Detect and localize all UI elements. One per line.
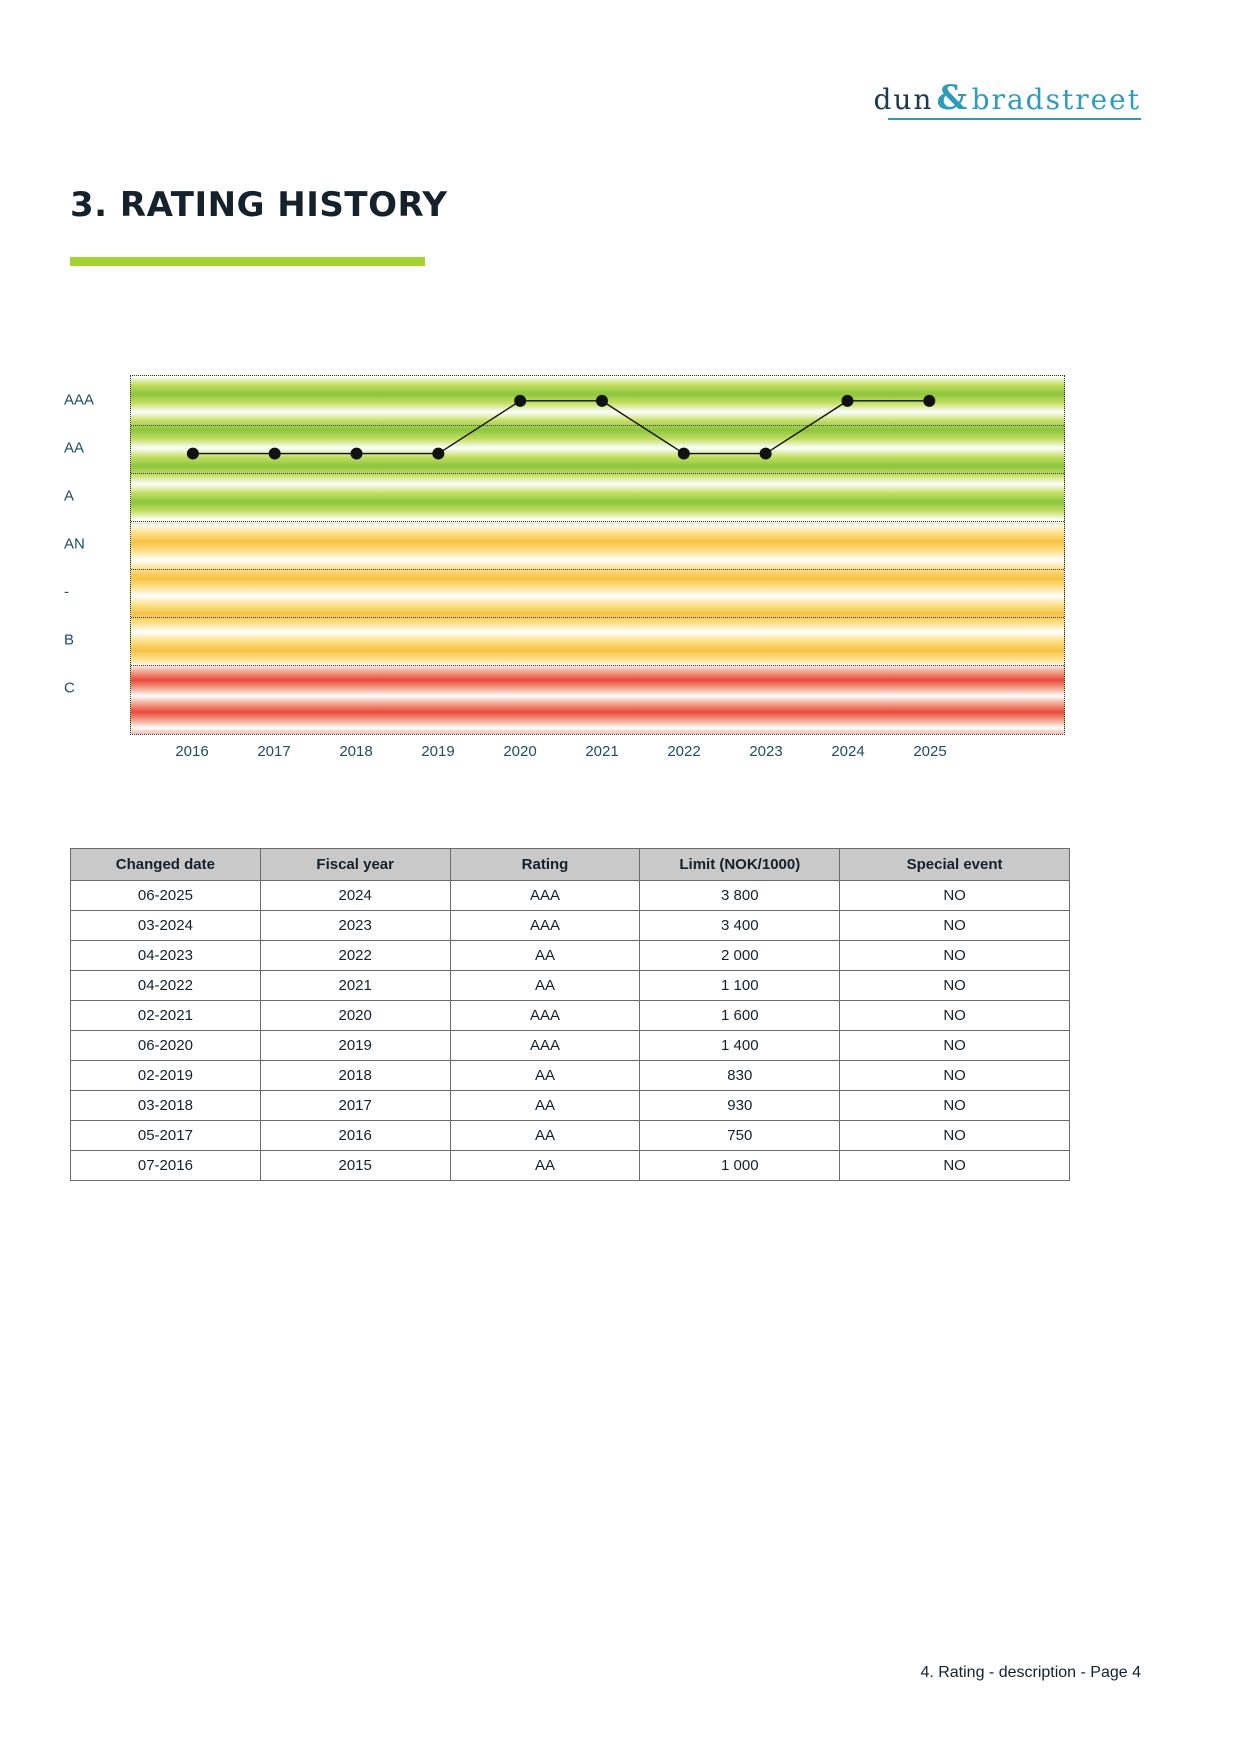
cell-fiscal-year: 2018 [260,1061,450,1091]
cell-limit: 1 100 [640,971,840,1001]
cell-changed-date: 06-2025 [71,881,261,911]
cell-fiscal-year: 2023 [260,911,450,941]
cell-special-event: NO [840,881,1070,911]
x-tick-2017: 2017 [257,743,291,760]
x-tick-2016: 2016 [175,743,209,760]
cell-rating: AA [450,1151,640,1181]
cell-limit: 1 600 [640,1001,840,1031]
column-header-fiscal-year: Fiscal year [260,849,450,881]
chart-point [269,448,281,460]
page-title: 3. RATING HISTORY [70,185,448,225]
cell-limit: 2 000 [640,941,840,971]
y-tick-a: A [64,487,75,505]
cell-special-event: NO [840,1121,1070,1151]
cell-changed-date: 04-2022 [71,971,261,1001]
column-header-special-event: Special event [840,849,1070,881]
brand-logo-underline [888,118,1141,120]
chart-x-axis [130,743,1065,773]
cell-special-event: NO [840,1151,1070,1181]
cell-changed-date: 07-2016 [71,1151,261,1181]
chart-point [187,448,199,460]
chart-point [760,448,772,460]
cell-rating: AA [450,971,640,1001]
cell-fiscal-year: 2021 [260,971,450,1001]
cell-fiscal-year: 2016 [260,1121,450,1151]
table-row [71,971,1070,1001]
cell-limit: 3 800 [640,881,840,911]
cell-changed-date: 02-2019 [71,1061,261,1091]
cell-changed-date: 03-2024 [71,911,261,941]
chart-point [514,395,526,407]
table-row [71,881,1070,911]
cell-special-event: NO [840,1061,1070,1091]
table-row [71,1151,1070,1181]
table-row [71,911,1070,941]
cell-rating: AAA [450,1001,640,1031]
cell-rating: AAA [450,911,640,941]
x-tick-2024: 2024 [831,743,865,760]
x-tick-2023: 2023 [749,743,783,760]
cell-rating: AA [450,1121,640,1151]
chart-y-axis [60,375,130,735]
cell-special-event: NO [840,1001,1070,1031]
cell-fiscal-year: 2019 [260,1031,450,1061]
cell-changed-date: 05-2017 [71,1121,261,1151]
cell-rating: AAA [450,881,640,911]
brand-logo-ampersand: & [936,78,969,118]
x-tick-2021: 2021 [585,743,619,760]
x-tick-2018: 2018 [339,743,373,760]
x-tick-2020: 2020 [503,743,537,760]
chart-point [432,448,444,460]
table-row [71,1061,1070,1091]
cell-fiscal-year: 2022 [260,941,450,971]
cell-special-event: NO [840,971,1070,1001]
cell-limit: 750 [640,1121,840,1151]
rating-history-table-wrap [70,848,1070,1181]
cell-rating: AA [450,941,640,971]
chart-point [923,395,935,407]
cell-changed-date: 02-2021 [71,1001,261,1031]
cell-fiscal-year: 2024 [260,881,450,911]
cell-limit: 830 [640,1061,840,1091]
cell-limit: 1 000 [640,1151,840,1181]
y-tick-c: C [64,679,75,697]
cell-special-event: NO [840,941,1070,971]
cell-changed-date: 06-2020 [71,1031,261,1061]
cell-limit: 3 400 [640,911,840,941]
y-tick-aa: AA [64,439,85,457]
rating-history-chart [60,375,1070,795]
y-tick-b: B [64,631,75,649]
cell-rating: AA [450,1061,640,1091]
chart-series-line [131,376,1064,734]
cell-rating: AAA [450,1031,640,1061]
x-tick-2022: 2022 [667,743,701,760]
table-row [71,1001,1070,1031]
cell-special-event: NO [840,1091,1070,1121]
cell-fiscal-year: 2015 [260,1151,450,1181]
column-header-limit: Limit (NOK/1000) [640,849,840,881]
chart-plot-area [130,375,1065,735]
cell-fiscal-year: 2017 [260,1091,450,1121]
table-row [71,1121,1070,1151]
y-tick-aaa: AAA [64,391,95,409]
rating-history-table [70,848,1070,1181]
brand-logo-dun: dun [873,83,934,116]
chart-point [841,395,853,407]
title-underline [70,257,425,266]
x-tick-2019: 2019 [421,743,455,760]
cell-special-event: NO [840,911,1070,941]
chart-point [351,448,363,460]
cell-changed-date: 04-2023 [71,941,261,971]
cell-fiscal-year: 2020 [260,1001,450,1031]
page-footer: 4. Rating - description - Page 4 [920,1664,1141,1681]
brand-logo [873,78,1141,118]
table-row [71,1091,1070,1121]
y-tick-an: AN [64,535,85,553]
cell-changed-date: 03-2018 [71,1091,261,1121]
x-tick-2025: 2025 [913,743,947,760]
brand-logo-bradstreet: bradstreet [971,83,1141,116]
cell-limit: 930 [640,1091,840,1121]
table-row [71,941,1070,971]
chart-point [678,448,690,460]
cell-limit: 1 400 [640,1031,840,1061]
y-tick-dash: - [64,583,69,601]
cell-rating: AA [450,1091,640,1121]
column-header-rating: Rating [450,849,640,881]
column-header-changed-date: Changed date [71,849,261,881]
table-row [71,1031,1070,1061]
chart-point [596,395,608,407]
table-header-row [71,849,1070,881]
cell-special-event: NO [840,1031,1070,1061]
